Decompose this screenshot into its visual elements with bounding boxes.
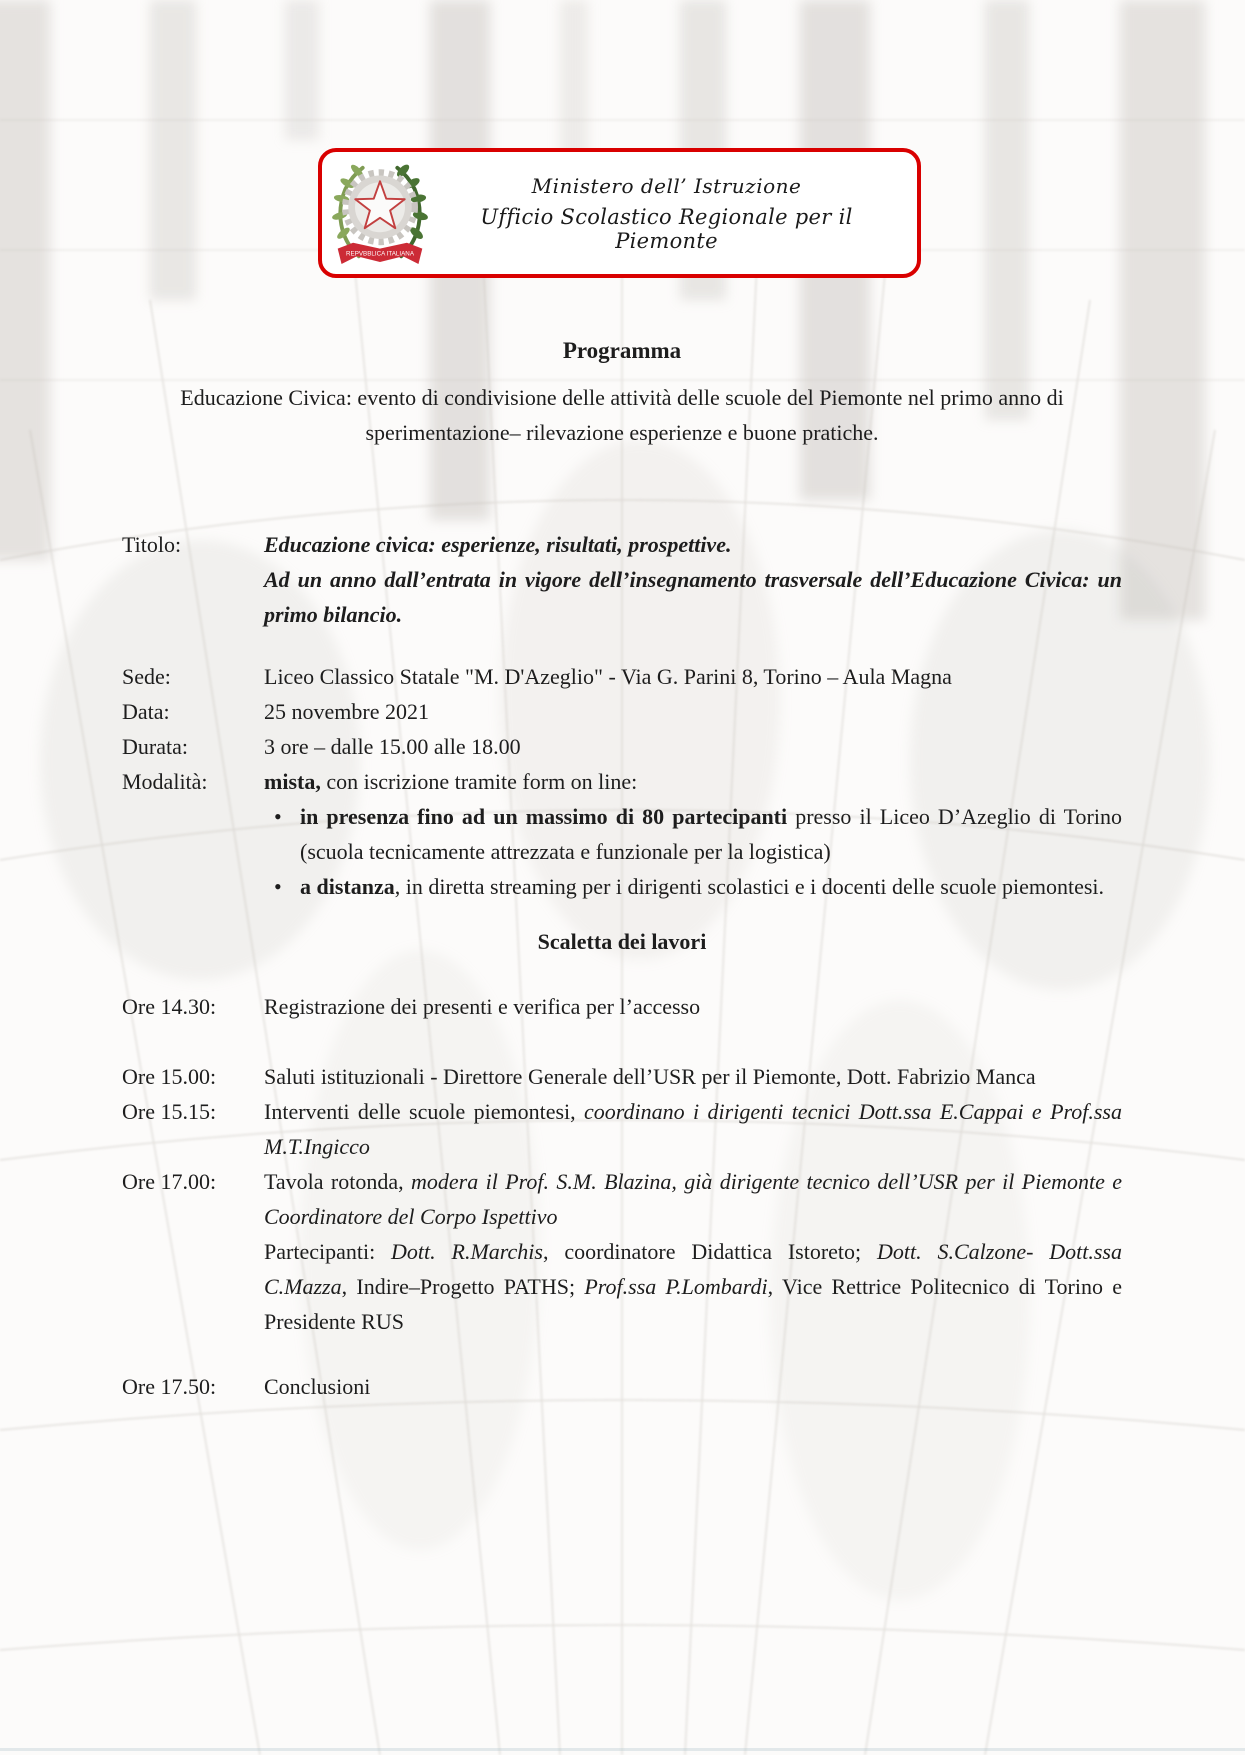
schedule-description [264,1094,1122,1164]
schedule-time: Ore 14.30: [122,994,217,1019]
schedule-row-1500 [122,1059,1122,1094]
durata-label: Durata: [122,734,188,759]
emblem-ribbon-text: REPVBBLICA ITALIANA [346,250,414,258]
sede-label: Sede: [122,664,171,689]
titolo-line1: Educazione civica: esperienze, risultati, prospettive. [264,532,732,557]
data-value: 25 novembre 2021 [264,699,429,724]
schedule-time: Ore 17.00: [122,1169,217,1194]
modalita-label: Modalità: [122,769,208,794]
schedule-time: Ore 15.15: [122,1099,217,1124]
details-section [122,659,1122,904]
schedule-row-1430 [122,989,1122,1024]
titolo-value [264,527,1122,632]
page-title: Programma [562,338,682,363]
modalita-bullet-list [122,799,1122,904]
bullet-a-distanza: • a distanza, in diretta streaming per i dirigenti scolastici e i docenti delle scuole piemontesi. [300,869,1122,904]
detail-row-durata [122,729,1122,764]
schedule-row-1700 [122,1164,1122,1339]
schedule-time: Ore 15.00: [122,1064,217,1089]
regional-office-name: Ufficio Scolastico Regionale per il Piemonte [480,204,853,253]
ministry-header-box [318,148,921,278]
titolo-label: Titolo: [122,532,182,557]
scaletta-title: Scaletta dei lavori [537,929,707,954]
schedule-row-1750 [122,1369,1122,1404]
titolo-line2: Ad un anno dall’entrata in vigore dell’insegnamento trasversale dell’Educazione Civica: un primo bilancio. [264,567,1122,627]
schedule-description [264,1059,1122,1094]
bullet-in-presenza: • in presenza fino ad un massimo di 80 partecipanti presso il Liceo D’Azeglio di Torino (scuola tecnicamente attrezzata e funzionale per la logistica) [300,799,1122,869]
schedule-text: Saluti istituzionali - Direttore Generale dell’USR per il Piemonte, Dott. Fabrizio Manca [264,1064,1036,1089]
schedule-time: Ore 17.50: [122,1374,217,1399]
detail-row-sede [122,659,1122,694]
ministry-titles [430,174,917,253]
intro-paragraph: Educazione Civica: evento di condivisione delle attività delle scuole del Piemonte nel primo anno di sperimentazione– rilevazione esperienze e buone pratiche. [180,385,1064,445]
durata-value: 3 ore – dalle 15.00 alle 18.00 [264,734,521,759]
schedule-section [122,989,1122,1404]
schedule-description [264,989,1122,1024]
detail-row-data [122,694,1122,729]
italy-republic-emblem-icon [330,156,430,270]
schedule-text: Registrazione dei presenti e verifica per l’accesso [264,994,701,1019]
schedule-text-partecipanti: Partecipanti: Dott. R.Marchis, coordinatore Didattica Istoreto; Dott. S.Calzone- Dott.ssa C.Mazza, Indire–Progetto PATHS; Prof.ssa P.Lombardi, Vice Rettrice Politecnico di Torino e Presidente RUS [264,1239,1122,1334]
schedule-description [264,1369,1122,1404]
modalita-value: mista, con iscrizione tramite form on line: [264,769,638,794]
schedule-row-1515 [122,1094,1122,1164]
schedule-text: Tavola rotonda, modera il Prof. S.M. Blazina, già dirigente tecnico dell’USR per il Piemonte e Coordinatore del Corpo Ispettivo [264,1169,1122,1229]
ministry-name: Ministero dell’ Istruzione [531,173,802,198]
sede-value: Liceo Classico Statale "M. D'Azeglio" - Via G. Parini 8, Torino – Aula Magna [264,664,952,689]
schedule-description [264,1164,1122,1339]
schedule-text: Interventi delle scuole piemontesi, coordinano i dirigenti tecnici Dott.ssa E.Cappai e Prof.ssa M.T.Ingicco [264,1099,1122,1159]
schedule-text: Conclusioni [264,1374,371,1399]
data-label: Data: [122,699,170,724]
detail-row-modalita [122,764,1122,799]
titolo-section [122,527,1122,632]
